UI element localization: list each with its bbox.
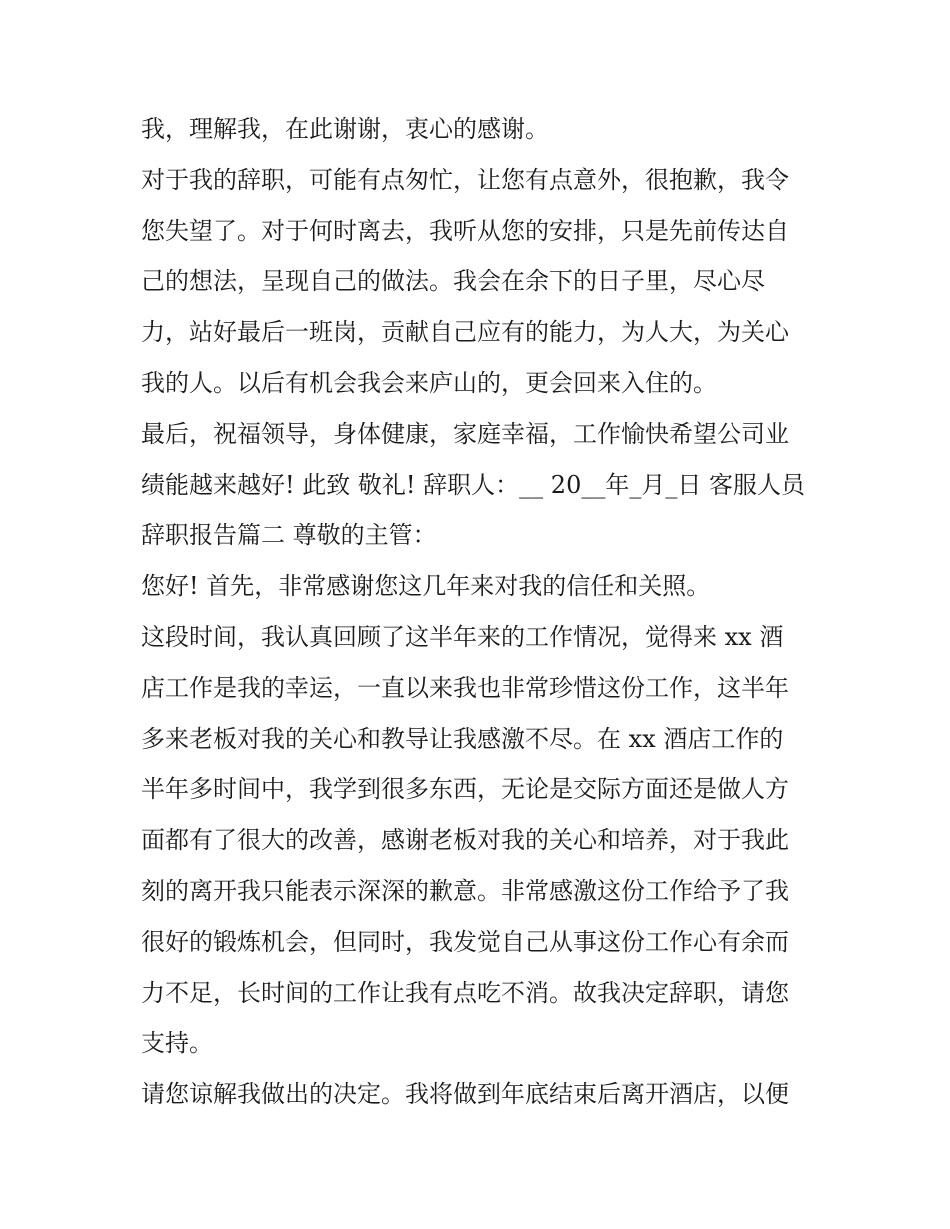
text-line: 对于我的辞职，可能有点匆忙，让您有点意外，很抱歉，我令 <box>141 165 789 194</box>
text-line: 最后，祝福领导，身体健康，家庭幸福，工作愉快希望公司业 <box>141 419 789 448</box>
text-line: 这段时间，我认真回顾了这半年来的工作情况，觉得来 xx 酒 <box>141 622 784 651</box>
text-line: 很好的锻炼机会，但同时，我发觉自己从事这份工作心有余而 <box>141 927 789 956</box>
text-line: 刻的离开我只能表示深深的歉意。非常感激这份工作给予了我 <box>141 876 789 905</box>
text-line: 多来老板对我的关心和教导让我感激不尽。在 xx 酒店工作的 <box>141 724 784 753</box>
text-line: 店工作是我的幸运，一直以来我也非常珍惜这份工作，这半年 <box>141 673 789 702</box>
section-heading-line: 辞职报告篇二 尊敬的主管： <box>141 521 437 550</box>
text-line: 支持。 <box>141 1029 213 1058</box>
text-line: 我的人。以后有机会我会来庐山的，更会回来入住的。 <box>141 368 717 397</box>
text-line: 请您谅解我做出的决定。我将做到年底结束后离开酒店，以便 <box>141 1080 789 1109</box>
text-line: 力，站好最后一班岗，贡献自己应有的能力，为人大，为关心 <box>141 318 789 347</box>
document-body <box>141 109 821 1125</box>
text-line: 半年多时间中，我学到很多东西，无论是交际方面还是做人方 <box>141 775 789 804</box>
text-line: 您失望了。对于何时离去，我听从您的安排，只是先前传达自 <box>141 216 789 245</box>
text-line: 力不足，长时间的工作让我有点吃不消。故我决定辞职，请您 <box>141 978 789 1007</box>
text-line: 面都有了很大的改善，感谢老板对我的关心和培养，对于我此 <box>141 826 789 855</box>
text-line: 绩能越来越好! 此致 敬礼! 辞职人：__ 20__年_月_日 客服人员 <box>141 470 805 499</box>
text-line: 己的想法，呈现自己的做法。我会在余下的日子里，尽心尽 <box>141 267 765 296</box>
text-line: 我，理解我，在此谢谢，衷心的感谢。 <box>141 115 549 143</box>
text-line: 您好! 首先，非常感谢您这几年来对我的信任和关照。 <box>141 572 711 601</box>
